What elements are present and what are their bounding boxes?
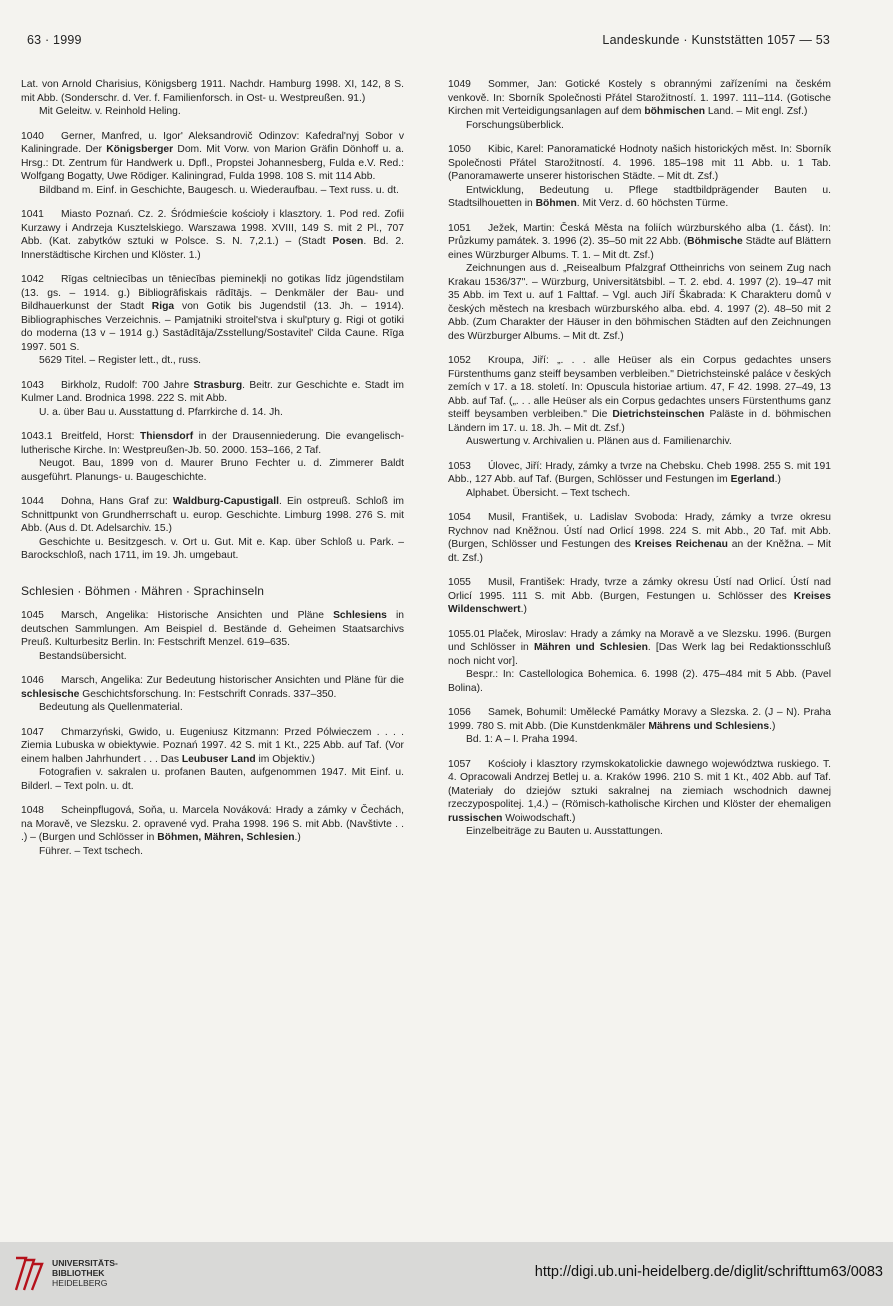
subsection-title: Kunststätten xyxy=(691,33,764,47)
left-column xyxy=(21,78,404,869)
permalink-url[interactable]: http://digi.ub.uni-heidelberg.de/diglit/schrifttum63/0083 xyxy=(534,1264,883,1280)
entry-number: 1047 xyxy=(21,726,44,738)
entry-annotation: Zeichnungen aus d. „Reisealbum Pfalzgraf Ottheinrichs von seinem Zug nach Krakau 1536/37". – Würzburg, Universitätsbibl. – T. 2. ebd. 4. 1997 (2). 19–47 mit 35 Abb. im Text u. auf 1 Falttaf. – Vgl. auch Jiří Škabrada: K Charakteru domů v českých městech na kresbach würzburského alba. ebd. 4. 1997 (2). 48–50 mit 2 Abb. (Zum Charakter der Häuser in den böhmischen Städten auf den Zeichnungen des Würzburger Albums. – Mit dt. Zsf.) xyxy=(448,263,831,342)
library-logo-icon xyxy=(12,1252,46,1292)
entry-text: im Objektiv.) xyxy=(255,753,315,765)
entry-number: 1045 xyxy=(21,610,44,621)
keyword-bold: Mährens und Schlesiens xyxy=(648,720,770,732)
entry-citation xyxy=(21,379,404,406)
keyword-bold: Böhmen, Mähren, Schlesien xyxy=(157,832,295,843)
keyword-bold: Strasburg xyxy=(193,379,243,391)
entry-annotation: Fotografien v. sakralen u. profanen Bauten, aufgenommen 1947. Mit Einf. u. Bilderl. – Text poln. u. dt. xyxy=(21,767,404,792)
entry-number: 1043 xyxy=(21,379,44,391)
bibliography-entry xyxy=(21,208,404,262)
entry-text: Birkholz, Rudolf: 700 Jahre xyxy=(61,379,194,391)
left-entries-group-a xyxy=(21,78,404,563)
entry-citation xyxy=(21,495,404,536)
keyword-bold: Kreises Wildenschwert xyxy=(448,590,831,615)
entry-number: 1051 xyxy=(448,222,471,234)
keyword-bold: Posen xyxy=(332,236,364,247)
entry-number: 1049 xyxy=(448,79,471,90)
entry-citation xyxy=(21,430,404,457)
bibliography-entry xyxy=(448,460,831,501)
entry-text: .) xyxy=(294,832,301,843)
entry-text: von Gotik bis Jugendstil (13. Jh. – 1914). Bibliographisches Verzeichnis. – Pamjatniki stroitel'stva i skul'ptury g. Rigi ot gotiki do moderna (13 v – 1914 g.) Sastādītāja/Zsstellung/Sostavitel' Cilda Caune. Rīga 1997. 501 S. xyxy=(21,301,405,353)
entry-text: Land. – Mit engl. Zsf.) xyxy=(705,106,808,117)
entry-number: 1046 xyxy=(21,675,44,686)
bibliography-entry xyxy=(21,726,404,794)
entry-number: 1041 xyxy=(21,209,44,220)
entry-annotation: Bespr.: In: Castellologica Bohemica. 6. 1998 (2). 475–484 mit 5 Abb. (Pavel Bolina). xyxy=(448,669,831,694)
bibliography-entry xyxy=(21,273,404,368)
keyword-bold: Mähren und Schlesien xyxy=(533,642,648,653)
entry-text: Musil, František: Hrady, tvrze a zámky okresu Ústí nad Orlicí. Ústí nad Orlicí 1995. 111 S. mit Abb. (Burgen, Festungen u. Schlösser des xyxy=(448,577,831,602)
page-header xyxy=(27,33,830,51)
entry-text: Marsch, Angelika: Historische Ansichten und Pläne xyxy=(61,610,334,621)
keyword-bold: Böhmen xyxy=(535,198,577,209)
bibliography-entry xyxy=(448,706,831,747)
entry-number: 1042 xyxy=(21,274,44,285)
page-number-right: 53 xyxy=(815,33,830,47)
bibliography-entry xyxy=(448,628,831,696)
entry-text: Kroupa, Jiří: „. . . alle Heüser als ein Corpus gedachtes unsers Fürstenthums ganz steiff beysamben verbleiben." Dietrichsteinské paláce v českých zemích v 17. a 18. století. In: Opuscula historiae artium. 47, F 42. 1998. 27–49, 13 Abb. auf Taf. („. . . alle Heüser als ein Corpus gedachtes unsers Fürstenthums ganz steiff beysamben verbleiben." Die xyxy=(448,355,831,420)
entry-text: Samek, Bohumil: Umělecké Památky Moravy a Slezska. 2. (J – N). Praha 1999. 780 S. mit Abb. (Die Kunstdenkmäler xyxy=(448,707,831,732)
entry-citation xyxy=(21,78,404,105)
entry-number: 1052 xyxy=(448,355,471,366)
keyword-bold: Waldburg-Capustigall xyxy=(172,496,279,507)
entry-text: Scheinpflugová, Soňa, u. Marcela Nováková: Hrady a zámky v Čechách, na Moravě, ve Slezsku. 2. opravené vyd. Praha 1998. 196 S. mit Abb. (Navštivte . . .) – (Burgen und Schlösser in xyxy=(21,805,404,843)
entry-citation xyxy=(448,758,831,826)
section-title: Landeskunde xyxy=(602,33,680,47)
entry-annotation xyxy=(448,184,831,211)
section-heading: Schlesien · Böhmen · Mähren · Sprachinseln xyxy=(21,583,264,598)
entry-annotation: Führer. – Text tschech. xyxy=(39,845,143,857)
bibliography-entry xyxy=(21,674,404,715)
bibliography-entry xyxy=(448,576,831,617)
entry-number: 1057 xyxy=(448,758,471,770)
bibliography-entry xyxy=(448,78,831,132)
header-left: 63 · 1999 xyxy=(27,33,82,47)
entry-citation xyxy=(21,130,404,184)
right-column xyxy=(448,78,831,850)
entry-annotation: U. a. über Bau u. Ausstattung d. Pfarrkirche d. 14. Jh. xyxy=(39,406,283,418)
entry-text: . [Das Werk lag bei Redaktionsschluß noch nicht vor]. xyxy=(448,642,831,667)
entry-annotation: Neugot. Bau, 1899 von d. Maurer Bruno Fechter u. d. Zimmerer Baldt ausgeführt. Planungs- u. Baugeschichte. xyxy=(21,458,404,483)
entry-text: in deutschen Sammlungen. Am Beispiel d. Bestände d. Geheimen Staatsarchivs Preuß. Kulturbesitz Berlin. In: Festschrift Menzel. 619–635. xyxy=(21,610,404,648)
entry-text: an der Kněžna. – Mit dt. Zsf.) xyxy=(448,539,831,564)
entry-text: Kibic, Karel: Panoramatické Hodnoty našich historických měst. In: Sborník Společnosti Přátel Starožitností. 4. 1996. 185–198 mit 11 Abb. u. 1 Tab. (Panoramawerte unserer historischen Städte. – Mit dt. Zsf.) xyxy=(448,144,831,182)
entry-annotation: Forschungsüberblick. xyxy=(466,119,564,131)
entry-annotation: Einzelbeiträge zu Bauten u. Ausstattungen. xyxy=(466,826,663,837)
entry-text: in der Drausenniederung. Die evangelisch-lutherische Kirche. In: Westpreußen-Jb. 50. 2000. 153–166, 2 Taf. xyxy=(21,431,405,456)
keyword-bold: böhmischen xyxy=(644,106,705,117)
library-logo[interactable] xyxy=(12,1252,142,1296)
keyword-bold: Dietrichsteinschen xyxy=(612,409,705,420)
entry-number: 1056 xyxy=(448,707,471,718)
entry-citation xyxy=(448,706,831,733)
entry-citation xyxy=(448,78,831,119)
bibliography-entry xyxy=(21,130,404,198)
entry-citation xyxy=(21,609,404,650)
entry-citation xyxy=(21,674,404,701)
entry-text: . Beitr. zur Geschichte e. Stadt im Kulmer Land. Brodnica 1998. 222 S. mit Abb. xyxy=(21,379,404,404)
page-number-left: 63 xyxy=(27,33,42,47)
bibliography-entry xyxy=(448,354,831,449)
keyword-bold: Leubuser Land xyxy=(181,753,256,765)
bibliography-entry xyxy=(448,222,831,344)
logo-line-2: BIBLIOTHEK xyxy=(52,1268,105,1278)
entry-text: Plaček, Miroslav: Hrady a zámky na Moravě a ve Slezsku. 1996. (Burgen und Schlösser in xyxy=(448,628,831,653)
keyword-bold: Königsberger xyxy=(106,144,174,155)
entry-citation xyxy=(21,804,404,845)
entry-text: .) xyxy=(774,474,781,485)
entry-text: .) xyxy=(769,720,776,732)
keyword-bold: schlesische xyxy=(21,688,80,700)
bibliography-entry xyxy=(21,495,404,563)
entry-text: Städte auf Blättern eines Würzburger Albums. T. 1. – Mit dt. Zsf.) xyxy=(448,236,832,261)
entry-annotation: Bildband m. Einf. in Geschichte, Baugesch. u. Wiederaufbau. – Text russ. u. dt. xyxy=(39,184,399,196)
right-entries-group xyxy=(448,78,831,839)
entry-text: .) xyxy=(520,604,527,615)
entry-number: 1054 xyxy=(448,512,471,523)
entry-citation xyxy=(448,460,831,487)
entry-annotation: Alphabet. Übersicht. – Text tschech. xyxy=(466,487,631,499)
entry-number: 1055 xyxy=(448,577,471,588)
footer-bar xyxy=(0,1242,893,1306)
entry-annotation: Bd. 1: A – I. Praha 1994. xyxy=(466,734,578,745)
bibliography-entry xyxy=(21,78,404,119)
entry-annotation: Mit Geleitw. v. Reinhold Heling. xyxy=(39,106,181,117)
entry-text: Lat. von Arnold Charisius, Königsberg 1911. Nachdr. Hamburg 1998. XI, 142, 8 S. mit Abb. (Sonderschr. d. Ver. f. Familienforsch. in Ost- u. Westpreußen. 91.) xyxy=(21,79,404,104)
entry-text: Dohna, Hans Graf zu: xyxy=(61,496,173,507)
bibliography-entry xyxy=(21,609,404,663)
entry-text: Marsch, Angelika: Zur Bedeutung historischer Ansichten und Pläne für die xyxy=(61,675,404,686)
entry-text: Miasto Poznań. Cz. 2. Śródmieście kościoły i klasztory. 1. Pod red. Zofii Kurzawy i Andrzeja Kusztelskiego. Warszawa 1998. XVIII, 149 S. mit 2 Pl., 707 Abb. (Kat. zabytków sztuki w Polsce. S. N. 7,2.1.) – (Stadt xyxy=(21,209,404,247)
entry-text: . Ein ostpreuß. Schloß im Schnittpunkt von Grundherrschaft u. europ. Geschichte. Limburg 1998. 276 S. mit Abb. (Aus d. Dt. Adelsarchiv. 15.) xyxy=(21,496,404,534)
entry-text: . Bd. 2. Innerstädtische Kirchen und Klöster. 1.) xyxy=(21,236,404,261)
entry-citation xyxy=(21,208,404,262)
entry-text: Breitfeld, Horst: xyxy=(61,431,140,442)
entry-citation xyxy=(448,143,831,184)
entry-annotation: 5629 Titel. – Register lett., dt., russ. xyxy=(39,355,201,366)
keyword-bold: Böhmische xyxy=(687,236,743,247)
entry-number: 1053 xyxy=(448,460,471,472)
bibliography-entry xyxy=(448,143,831,211)
bibliography-entry xyxy=(21,379,404,420)
header-right: Landeskunde · Kunststätten 1057 — 53 xyxy=(602,33,830,47)
bibliography-entry xyxy=(21,430,404,484)
bibliography-entry xyxy=(21,804,404,858)
entry-text: Entwicklung, Bedeutung u. Pflege stadtbildprägender Bauten u. Stadtsilhouetten in xyxy=(448,184,831,209)
entry-citation xyxy=(21,726,404,767)
entry-text: Kościoły i klasztory rzymskokatolickie dawnego województwa ruskiego. T. 4. Opracowali Andrzej Betlej u. a. Kraków 1996. 210 S. mit 1 Kt., 402 Abb. auf Taf. (Materiały do dziejów sztuki sakralnej na ziemiach wschodnich dawnej rzeczypospolitej. 1,4.) – (Römisch-katholische Kirchen und Klöster der ehemaligen xyxy=(448,758,831,810)
library-logo-text xyxy=(52,1258,118,1288)
publication-year: 1999 xyxy=(53,33,82,47)
issue-number: 1057 xyxy=(767,33,796,47)
entry-citation xyxy=(448,222,831,263)
entry-citation xyxy=(448,576,831,617)
entry-citation xyxy=(448,354,831,435)
keyword-bold: Riga xyxy=(151,301,175,312)
entry-citation xyxy=(21,273,404,354)
entry-number: 1043.1 xyxy=(21,431,53,442)
entry-text: Paläste in d. böhmischen Ländern im 17. u. 18. Jh. – Mit dt. Zsf.) xyxy=(448,409,831,434)
entry-number: 1048 xyxy=(21,805,44,816)
entry-text: . Mit Verz. d. 60 höchsten Türme. xyxy=(576,198,729,209)
entry-text: Woiwodschaft.) xyxy=(502,812,576,824)
entry-annotation: Auswertung v. Archivalien u. Plänen aus d. Familienarchiv. xyxy=(466,436,732,447)
entry-text: Sommer, Jan: Gotické Kostely s obrannými zařízeními na českém venkově. In: Sborník Společnosti Přátel Starožitností. 1. 1997. 111–114. (Gotische Kirchen mit Verteidigungsanlagen auf dem xyxy=(448,79,831,117)
bibliography-entry xyxy=(448,758,831,839)
logo-line-3: HEIDELBERG xyxy=(52,1278,108,1288)
entry-text: Chmarzyński, Gwido, u. Eugeniusz Kitzmann: Przed Pólwieczem . . . . Ziemia Lubuska w obiektywie. Poznań 1997. 42 S. mit 1 Kt., 225 Abb. auf Taf. (Vor einem halben Jahrhundert . . . Das xyxy=(21,726,404,765)
entry-text: Rīgas celtniecības un tēniecības pieminekļi no gotikas līdz jūgendstilam (13. gs. – 1914. g.) Bibliogrāfiskais rādītājs. – Denkmäler der Bau- und Bildhauerkunst der Stadt xyxy=(21,274,404,312)
entry-annotation: Bedeutung als Quellenmaterial. xyxy=(39,702,183,713)
entry-text: Dom. Mit Vorw. von Marion Gräfin Dönhoff u. a. Hrsg.: Dt. Zentrum für Handwerk u. Dpfl., Propstei Johannesberg, Fulda e.V. Red.: Wolfgang Bogatty, Uwe Rödiger. Kaliningrad, Fulda 1998. 108 S. mit 114 Abb. xyxy=(21,144,404,182)
entry-annotation: Geschichte u. Besitzgesch. v. Ort u. Gut. Mit e. Kap. über Schloß u. Park. – Barockschloß, nach 1711, im 19. Jh. umgebaut. xyxy=(21,536,404,561)
bibliography-entry xyxy=(448,511,831,565)
entry-text: Musil, František, u. Ladislav Svoboda: Hrady, zámky a tvrze okresu Rychnov nad Kněžnou. Ústí nad Orlicí 1998. 224 S. mit Abb., 20 Taf. mit Abb. (Burgen, Schlösser und Festungen des xyxy=(448,512,831,550)
entry-annotation: Bestandsübersicht. xyxy=(39,650,127,662)
entry-number: 1040 xyxy=(21,130,44,142)
logo-line-1: UNIVERSITÄTS- xyxy=(52,1258,118,1268)
left-entries-group-b xyxy=(21,609,404,858)
entry-citation xyxy=(448,628,831,669)
entry-text: Gerner, Manfred, u. Igor' Aleksandrovič Odinzov: Kafedral'nyj Sobor v Kaliningrade. Der xyxy=(21,130,404,155)
entry-text: Ježek, Martin: Česká Města na foliích würzburského alba (1. část). In: Průzkumy památek. 3. 1996 (2). 35–50 mit 22 Abb. ( xyxy=(448,222,831,247)
entry-text: Geschichtsforschung. In: Festschrift Conrads. 337–350. xyxy=(79,688,337,700)
keyword-bold: Kreises Reichenau xyxy=(634,539,728,550)
keyword-bold: Thiensdorf xyxy=(139,431,194,442)
keyword-bold: Schlesiens xyxy=(333,610,387,621)
keyword-bold: russischen xyxy=(448,812,503,824)
entry-number: 1044 xyxy=(21,496,44,507)
entry-number: 1050 xyxy=(448,144,471,155)
keyword-bold: Egerland xyxy=(730,474,775,485)
entry-number: 1055.01 xyxy=(448,628,486,640)
entry-citation xyxy=(448,511,831,565)
entry-text: Úlovec, Jiří: Hrady, zámky a tvrze na Chebsku. Cheb 1998. 255 S. mit 191 Abb., 127 Abb. auf Taf. (Burgen, Schlösser und Festungen im xyxy=(448,460,831,485)
